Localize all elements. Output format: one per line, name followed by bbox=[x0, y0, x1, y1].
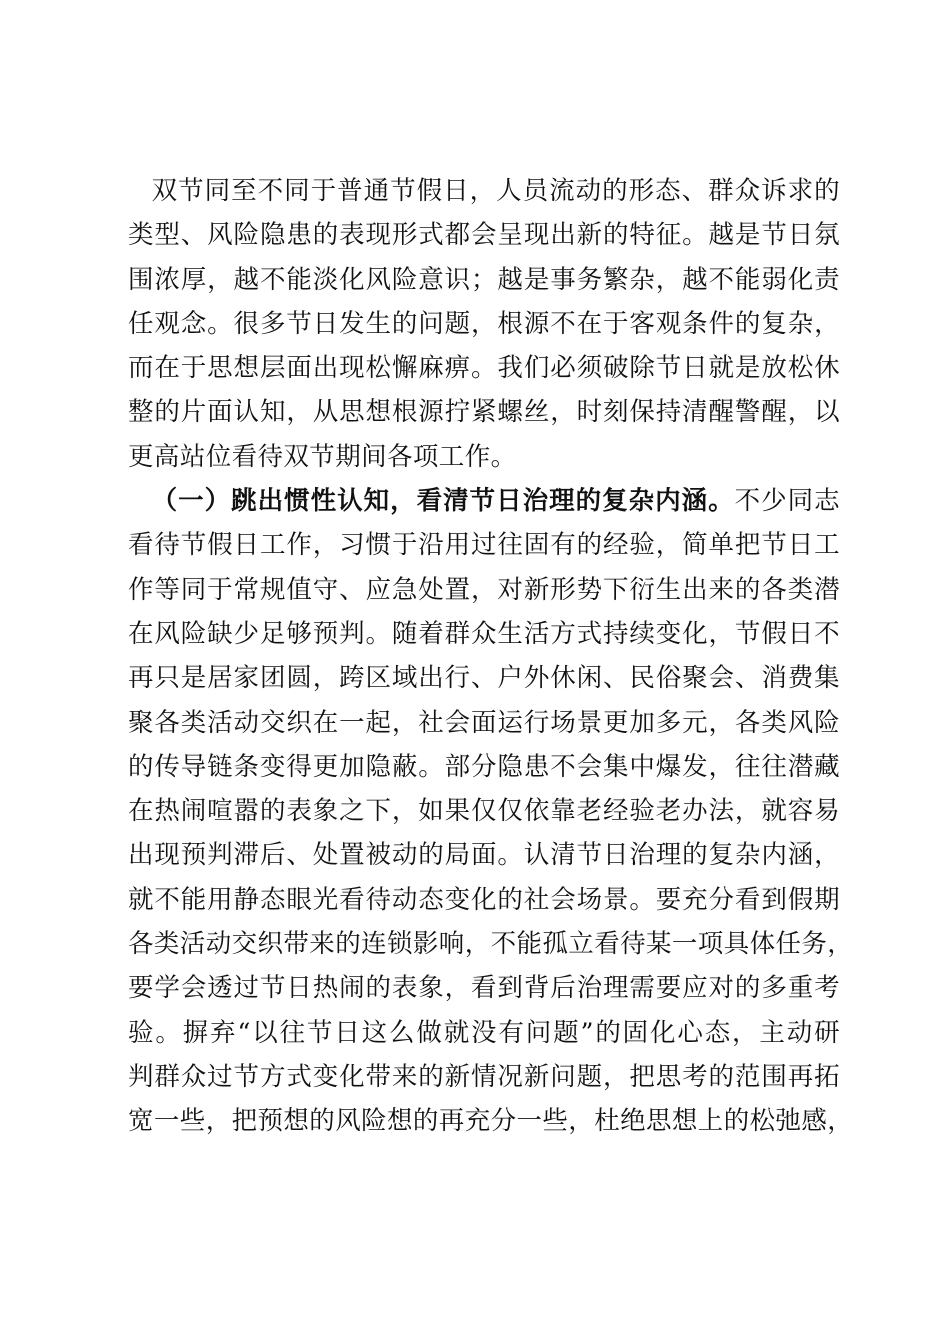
paragraph-line: 作等同于常规值守、应急处置，对新形势下衍生出来的各类潜 bbox=[128, 574, 840, 605]
paragraph-line: 聚各类活动交织在一起，社会面运行场景更加多元，各类风险 bbox=[128, 707, 840, 738]
paragraph-line: 验。摒弃“以往节日这么做就没有问题”的固化心态，主动研 bbox=[128, 1017, 840, 1048]
document-body bbox=[128, 169, 854, 1144]
paragraph-line: 类型、风险隐患的表现形式都会呈现出新的特征。越是节日氛 bbox=[128, 220, 840, 251]
paragraph-line: 的传导链条变得更加隐蔽。部分隐患不会集中爆发，往往潜藏 bbox=[128, 751, 840, 782]
paragraph-line: 要学会透过节日热闹的表象，看到背后治理需要应对的多重考 bbox=[128, 973, 840, 1004]
paragraph-line: 各类活动交织带来的连锁影响，不能孤立看待某一项具体任务， bbox=[128, 929, 854, 960]
paragraph-line: 在风险缺少足够预判。随着群众生活方式持续变化，节假日不 bbox=[128, 618, 840, 649]
paragraph-line: 出现预判滞后、处置被动的局面。认清节日治理的复杂内涵， bbox=[128, 840, 840, 871]
paragraph-line: 整的片面认知，从思想根源拧紧螺丝，时刻保持清醒警醒，以 bbox=[128, 397, 840, 428]
section-heading: （一）跳出惯性认知，看清节日治理的复杂内涵。 bbox=[151, 486, 735, 517]
paragraph-line: 围浓厚，越不能淡化风险意识；越是事务繁杂，越不能弱化责 bbox=[128, 264, 840, 295]
paragraph-line: 而在于思想层面出现松懈麻痹。我们必须破除节日就是放松休 bbox=[128, 353, 840, 384]
paragraph-line: 再只是居家团圆，跨区域出行、户外休闲、民俗聚会、消费集 bbox=[128, 663, 840, 694]
paragraph-line: 就不能用静态眼光看待动态变化的社会场景。要充分看到假期 bbox=[128, 884, 840, 915]
paragraph-line: 看待节假日工作，习惯于沿用过往固有的经验，简单把节日工 bbox=[128, 530, 840, 561]
paragraph-line: 在热闹喧嚣的表象之下，如果仅仅依靠老经验老办法，就容易 bbox=[128, 796, 840, 827]
paragraph-line: 更高站位看待双节期间各项工作。 bbox=[128, 441, 517, 472]
paragraph-line: 双节同至不同于普通节假日，人员流动的形态、群众诉求的 bbox=[151, 176, 840, 206]
paragraph-line: 任观念。很多节日发生的问题，根源不在于客观条件的复杂， bbox=[128, 308, 840, 339]
paragraph-line: 判群众过节方式变化带来的新情况新问题，把思考的范围再拓 bbox=[128, 1061, 840, 1092]
paragraph-line: 宽一些，把预想的风险想的再充分一些，杜绝思想上的松弛感， bbox=[128, 1106, 854, 1137]
paragraph-line: （一）跳出惯性认知，看清节日治理的复杂内涵。不少同志 bbox=[151, 486, 840, 517]
